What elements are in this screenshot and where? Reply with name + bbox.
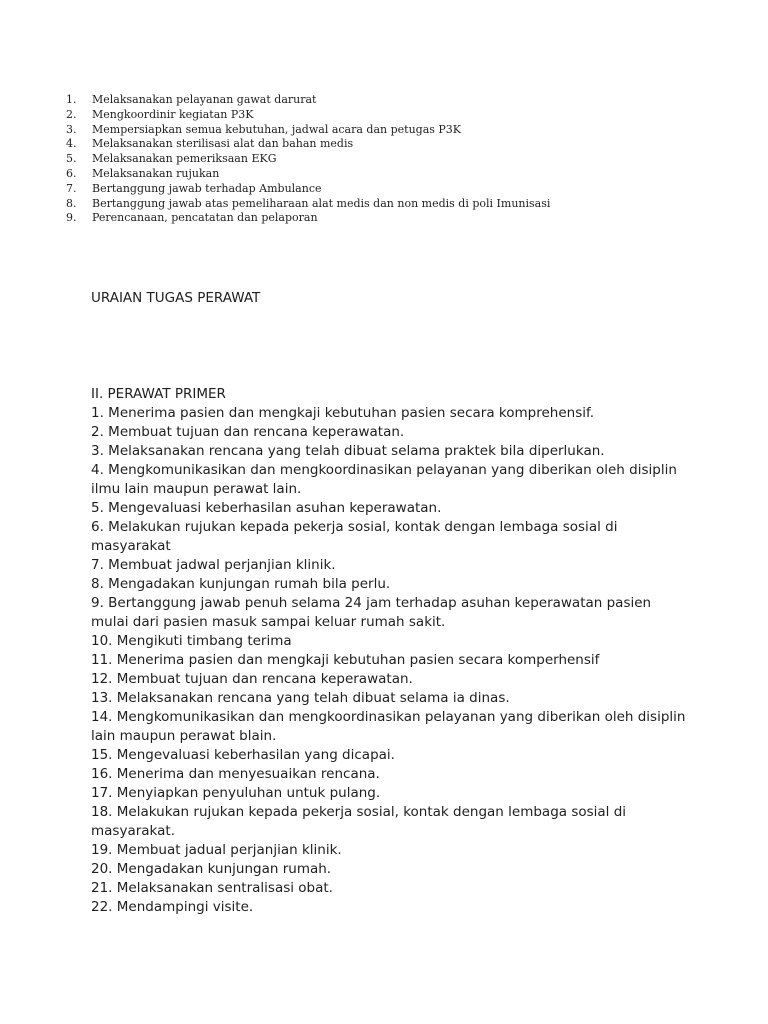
duty-item: 21. Melaksanakan sentralisasi obat. [91,880,333,896]
duty-item: 1. Menerima pasien dan mengkaji kebutuhan pasien secara komprehensif. [91,405,595,421]
item-number: 1. [66,93,77,106]
duty-item: 15. Mengevaluasi keberhasilan yang dicapai. [91,747,395,763]
item-text: Perencanaan, pencatatan dan pelaporan [92,211,318,225]
item-number: 3. [66,122,77,136]
duty-item: 2. Membuat tujuan dan rencana keperawatan. [91,424,405,440]
page-heading: URAIAN TUGAS PERAWAT [91,290,261,306]
list-item [66,211,726,226]
duty-item: 18. Melakukan rujukan kepada pekerja sosial, kontak dengan lembaga sosial di masyarakat. [91,804,627,839]
item-text: Bertanggung jawab terhadap Ambulance [92,181,322,195]
perawat-primer-section [91,385,691,917]
list-item [66,93,726,108]
duty-item: 9. Bertanggung jawab penuh selama 24 jam terhadap asuhan keperawatan pasien mulai dari pasien masuk sampai keluar rumah sakit. [91,595,652,630]
duty-item: 10. Mengikuti timbang terima [91,633,292,649]
item-text: Bertanggung jawab atas pemeliharaan alat medis dan non medis di poli Imunisasi [92,196,551,210]
list-item [66,108,726,123]
item-text: Melaksanakan rujukan [92,166,220,180]
top-numbered-list [66,93,726,226]
duty-item: 6. Melakukan rujukan kepada pekerja sosial, kontak dengan lembaga sosial di masyarakat [91,519,618,554]
item-number: 6. [66,166,77,180]
list-item [66,182,726,197]
item-number: 7. [66,181,77,195]
item-number: 5. [66,152,77,166]
duty-item: 12. Membuat tujuan dan rencana keperawatan. [91,671,413,687]
item-number: 2. [66,107,77,121]
list-item [66,152,726,167]
duty-item: 3. Melaksanakan rencana yang telah dibuat selama praktek bila diperlukan. [91,443,605,459]
duty-item: 13. Melaksanakan rencana yang telah dibuat selama ia dinas. [91,690,510,706]
duty-item: 20. Mengadakan kunjungan rumah. [91,861,332,877]
duty-item: 5. Mengevaluasi keberhasilan asuhan keperawatan. [91,500,442,516]
duty-item: 19. Membuat jadual perjanjian klinik. [91,842,342,858]
duty-item: 4. Mengkomunikasikan dan mengkoordinasikan pelayanan yang diberikan oleh disiplin ilmu lain maupun perawat lain. [91,462,677,497]
item-text: Melaksanakan pelayanan gawat darurat [92,93,317,106]
item-text: Melaksanakan sterilisasi alat dan bahan medis [92,137,354,151]
list-item [66,123,726,138]
duty-item: 16. Menerima dan menyesuaikan rencana. [91,766,380,782]
item-text: Mempersiapkan semua kebutuhan, jadwal acara dan petugas P3K [92,122,462,136]
list-item [66,167,726,182]
list-item [66,197,726,212]
section-title: II. PERAWAT PRIMER [91,386,226,402]
item-number: 9. [66,211,77,225]
item-text: Mengkoordinir kegiatan P3K [92,107,254,121]
duties-list [91,404,691,917]
duty-item: 14. Mengkomunikasikan dan mengkoordinasikan pelayanan yang diberikan oleh disiplin lain maupun perawat blain. [91,709,686,744]
duty-item: 7. Membuat jadwal perjanjian klinik. [91,557,336,573]
duty-item: 11. Menerima pasien dan mengkaji kebutuhan pasien secara komperhensif [91,652,600,668]
duty-item: 8. Mengadakan kunjungan rumah bila perlu. [91,576,391,592]
item-number: 8. [66,196,77,210]
duty-item: 17. Menyiapkan penyuluhan untuk pulang. [91,785,381,801]
item-text: Melaksanakan pemeriksaan EKG [92,152,277,166]
item-number: 4. [66,137,77,151]
duty-item: 22. Mendampingi visite. [91,899,254,915]
list-item [66,137,726,152]
